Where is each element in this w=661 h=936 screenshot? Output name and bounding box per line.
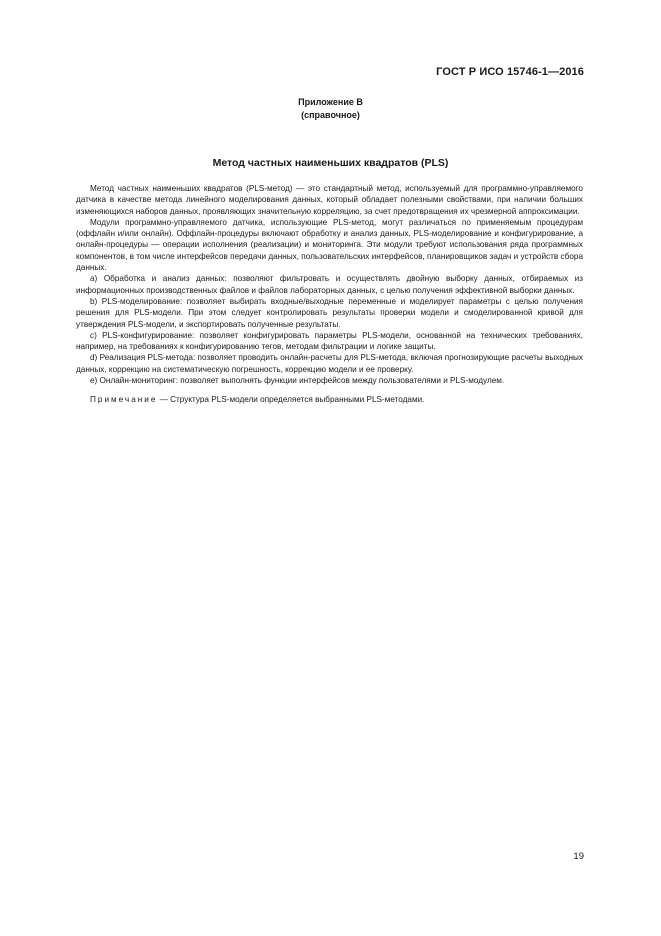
list-item: b) PLS-моделирование: позволяет выбирать входные/выходные переменные и моделирует параметры с целью получения решения для PLS-модели. При этом следует контролировать результаты проверки модели и смоделированной кривой для утверждения PLS-модели, и экспортировать полученные результаты. [76, 296, 583, 329]
list-item: c) PLS-конфигурирование: позволяет конфигурировать параметры PLS-модели, основанной на технических требованиях, например, на требованиях к конфигурированию тегов, методам фильтрации и логике защиты. [76, 330, 583, 352]
paragraph: Модули программно-управляемого датчика, использующие PLS-метод, могут различаться по применяемым процедурам (оффлайн и/или онлайн). Оффлайн-процедуры включают обработку и анализ данных, PLS-моделирование и конфигурирование, а онлайн-процедуры — операции исполнения (реализации) и мониторинга. Эти модули требуют использования ряда программных компонентов, в том числе интерфейсов передачи данных, пользовательских интерфейсов, планировщиков задач и устройств сбора данных. [76, 217, 583, 273]
annex-type: (справочное) [301, 110, 360, 120]
note-text: — Структура PLS-модели определяется выбранными PLS-методами. [159, 395, 425, 405]
note [76, 394, 583, 405]
section-title: Метод частных наименьших квадратов (PLS) [212, 157, 449, 169]
annex-heading [0, 96, 661, 122]
list-item: d) Реализация PLS-метода: позволяет проводить онлайн-расчеты для PLS-метода, включая прогнозирующие расчеты выходных данных, коррекцию на систематическую погрешность, коррекцию модели и ее проверку. [76, 353, 583, 374]
note-label: Примечание [90, 395, 158, 405]
document-header: ГОСТ Р ИСО 15746-1—2016 [436, 66, 584, 78]
list-item: e) Онлайн-мониторинг: позволяет выполнять функции интерфейсов между пользователями и PLS-модулем. [90, 376, 505, 386]
annex-label: Приложение В [298, 97, 363, 107]
list-item: а) Обработка и анализ данных: позволяют фильтровать и осуществлять двойную выборку данных, отбираемых из информационных производственных файлов и файлов лабораторных данных, с целью получения эффективной выборки данных. [76, 274, 583, 295]
body-text [76, 183, 583, 406]
paragraph: Метод частных наименьших квадратов (PLS-метод) — это стандартный метод, используемый для программно-управляемого датчика в качестве метода линейного моделирования данных, который обладает полезными свойствами, при наличии больших изменяющихся наборов данных, проявляющих значительную корреляцию, за счет предотвращения их чрезмерной аппроксимации. [76, 184, 583, 216]
page-number: 19 [573, 851, 584, 862]
